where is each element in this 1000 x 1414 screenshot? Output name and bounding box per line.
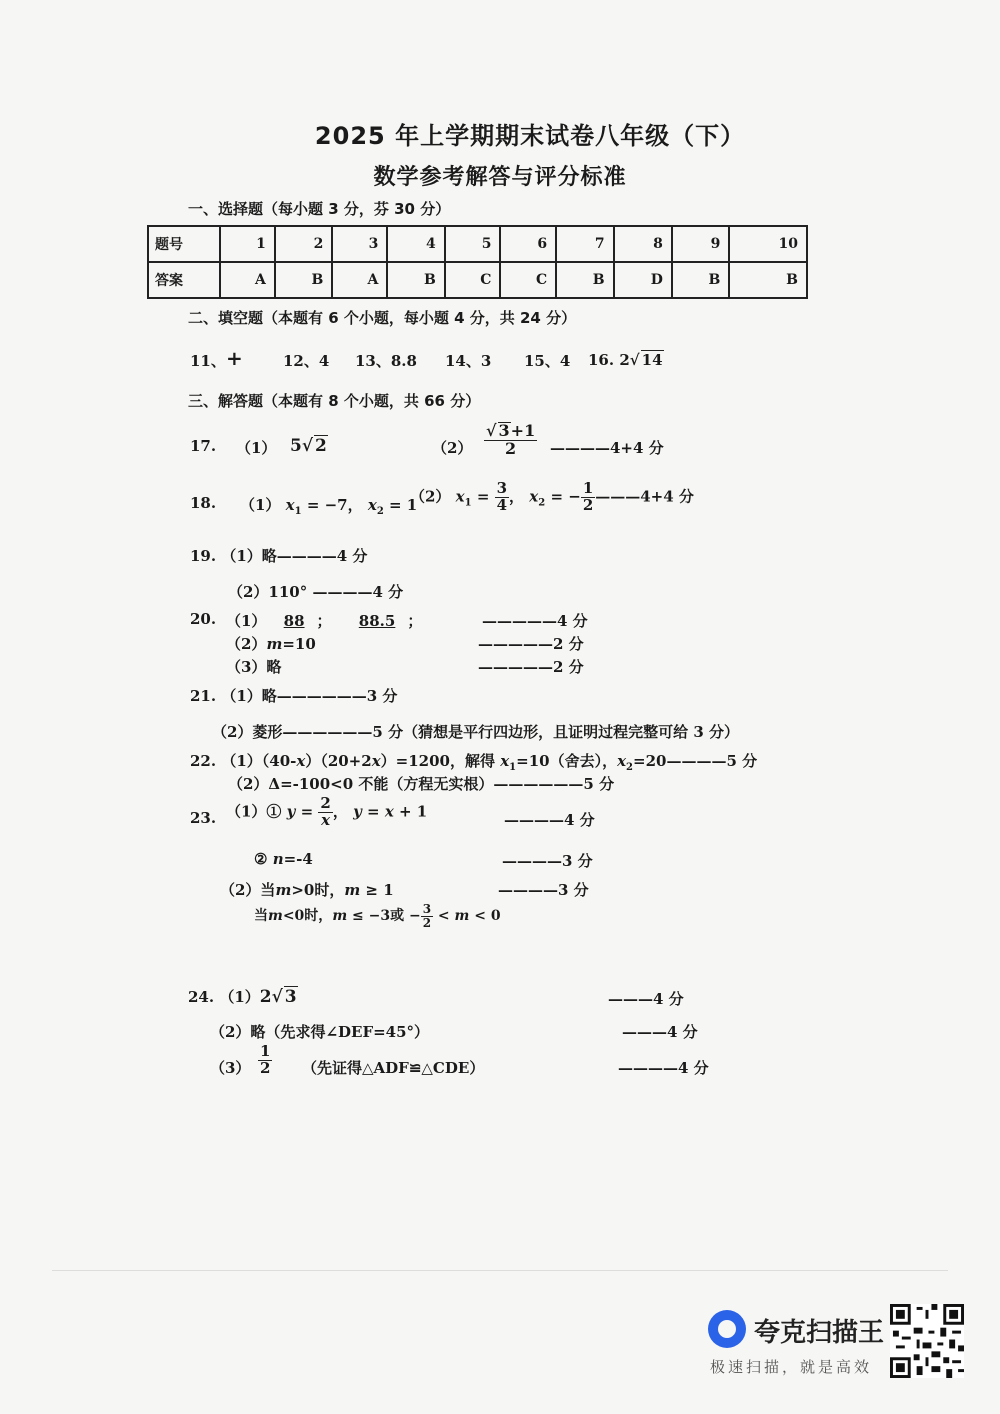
q23-line1 (226, 796, 427, 829)
q23-var: m (344, 881, 361, 899)
q16-answer: 16. 2√ 14 (588, 351, 663, 369)
q20-part1: （1） (226, 612, 267, 630)
q22-var: x (296, 752, 306, 770)
q24-line1: 24. （1）2√ 3 (188, 987, 297, 1007)
table-cell: C (445, 262, 501, 298)
qr-code-icon (890, 1304, 964, 1378)
q24-radicand: 3 (284, 987, 297, 1007)
q23-value: =-4 (283, 850, 313, 868)
q17-score: ————4+4 分 (550, 439, 664, 457)
q22-line2: （2）Δ=-100<0 不能（方程无实根）——————5 分 (228, 775, 615, 793)
table-cell: A (220, 262, 275, 298)
page-title: 2025 年上学期期末试卷八年级（下） (314, 122, 746, 150)
q17-answer2: $\frac{√ 3+1}{2}$ (486, 421, 536, 458)
q23-comma: ， (332, 802, 348, 821)
q23-line2 (254, 850, 313, 868)
q20-part2: （2） (226, 635, 267, 653)
q21-line1: 21. （1）略——————3 分 (190, 687, 398, 705)
q24-score3: ————4 分 (618, 1059, 709, 1077)
table-cell: B (729, 262, 807, 298)
q17-a1-radicand: 2 (315, 436, 327, 456)
q20-number: 20. (190, 610, 217, 628)
q20-value2: 88.5 (358, 612, 396, 630)
q17-a1-coef: 5 (290, 436, 302, 456)
q24-frac-num: 1 (260, 1042, 271, 1060)
q20-line2 (226, 633, 316, 654)
q23-score3: ————3 分 (498, 881, 589, 899)
table-cell: B (387, 262, 444, 298)
q22-text: ）=1200，解得 (380, 752, 501, 770)
q16-label: 16. (588, 351, 615, 369)
table-cell: B (672, 262, 729, 298)
q23-text: ≥ 1 (360, 881, 394, 899)
q24-part3: （3） (210, 1059, 251, 1077)
q18-sub: 2 (538, 497, 546, 509)
q18-number: 18. (190, 494, 217, 512)
q20-var: m (266, 635, 283, 653)
q18-comma: ， (509, 487, 525, 506)
q17-answer1: 5√ 2 (290, 436, 327, 456)
q24-line2: （2）略（先求得∠DEF=45°） (210, 1023, 430, 1041)
q23-text: < (433, 908, 455, 925)
q22-var: x (617, 752, 627, 770)
q22-text: =10（舍去）， (516, 752, 618, 770)
q17-a2-den: 2 (505, 438, 517, 458)
q23-eq: = (295, 802, 319, 821)
q17-number: 17. (190, 437, 217, 455)
table-cell: 8 (614, 226, 672, 262)
q20-value1: 88 (283, 612, 305, 630)
q20-sep: ； (316, 612, 332, 630)
q23-text: 当 (254, 908, 268, 925)
q15-answer: 15、4 (524, 352, 571, 370)
q23-var: x (384, 802, 394, 821)
q23-var: y (286, 802, 296, 821)
q22-sub: 1 (509, 762, 517, 773)
section1-heading: 一、选择题（每小题 3 分，芬 30 分） (188, 200, 451, 218)
table-cell: D (614, 262, 672, 298)
q22-line1 (190, 750, 757, 773)
q23-eq: = (361, 802, 385, 821)
page-subtitle: 数学参考解答与评分标准 (373, 165, 627, 190)
q20-line3: （3）略 (226, 658, 282, 676)
q23-var: n (272, 850, 284, 868)
table-cell: 5 (445, 226, 501, 262)
q23-var: m (275, 881, 292, 899)
q20-line1 (226, 610, 422, 631)
table-cell: B (556, 262, 613, 298)
q23-text: ≤ −3或 − (347, 908, 421, 925)
q24-frac-den: 2 (260, 1058, 271, 1077)
table-cell: 6 (500, 226, 556, 262)
q16-radicand: 14 (641, 351, 663, 369)
q22-var: x (371, 752, 381, 770)
q18-var: x (367, 496, 377, 514)
q18-var: x (529, 487, 539, 506)
q23-var: m (332, 908, 348, 925)
q18-part1: （1） (240, 496, 281, 514)
brand-slogan: 极速扫描，就是高效 (710, 1358, 873, 1376)
q20-score3: —————2 分 (478, 658, 584, 676)
q23-text: <0时， (282, 908, 333, 925)
q18-eq: = (471, 487, 495, 506)
table-cell: B (275, 262, 332, 298)
q23-score2: ————3 分 (502, 852, 593, 870)
q11-answer: + (226, 346, 243, 370)
brand-name: 夸克扫描王 (754, 1318, 885, 1348)
q21-line2: （2）菱形——————5 分（猜想是平行四边形，且证明过程完整可给 3 分） (212, 723, 739, 741)
q17-part1: （1） (236, 439, 277, 457)
q23-line4 (254, 903, 501, 929)
q22-var: x (500, 752, 510, 770)
q20-sep: ； (407, 612, 423, 630)
q24-score1: ———4 分 (608, 990, 684, 1008)
q23-var: m (454, 908, 470, 925)
q17-a2-plus: +1 (510, 421, 536, 440)
q23-text: + 1 (393, 802, 428, 821)
q23-number: 23. (190, 809, 217, 827)
section3-heading: 三、解答题（本题有 8 个小题，共 66 分） (188, 392, 481, 410)
q23-frac-num: 3 (422, 902, 432, 916)
q18-score: ———4+4 分 (595, 487, 694, 506)
q23-text: （2）当 (220, 881, 276, 899)
answer-table (147, 225, 808, 299)
table-row (148, 226, 807, 262)
table-cell: 9 (672, 226, 729, 262)
q23-frac-den: 2 (422, 915, 432, 930)
table-cell: 4 (387, 226, 444, 262)
q18-frac-num: 3 (496, 479, 508, 497)
q23-frac-num: 2 (320, 794, 331, 812)
q17-a2-radicand: 3 (498, 421, 510, 440)
q22-text: 22. （1）（40- (190, 752, 297, 770)
q20-score2: —————2 分 (478, 635, 584, 653)
q23-line3 (220, 879, 394, 900)
q12-answer: 12、4 (283, 352, 330, 370)
q20-score1: —————4 分 (482, 612, 588, 630)
table-header-cell: 答案 (148, 262, 220, 298)
table-cell: 7 (556, 226, 613, 262)
q18-sub: 1 (294, 506, 302, 517)
q19-line1: 19. （1）略————4 分 (190, 547, 368, 565)
q18-sub: 1 (464, 497, 472, 509)
q23-part1: （1）① (226, 802, 282, 821)
q24-note: （先证得△ADF≌△CDE） (302, 1059, 485, 1077)
q18-line2 (410, 481, 694, 514)
q23-var: m (268, 908, 283, 925)
table-cell: 3 (332, 226, 387, 262)
q19-line2: （2）110° ————4 分 (228, 583, 404, 601)
q11-label: 11、 (190, 352, 226, 370)
section2-heading: 二、填空题（本题有 6 个小题，每小题 4 分，共 24 分） (188, 309, 577, 327)
footer-divider (52, 1270, 948, 1271)
q18-eq: = − (545, 487, 581, 506)
q23-score1: ————4 分 (504, 811, 595, 829)
q18-frac-num: 1 (582, 479, 594, 497)
q17-part2: （2） (432, 439, 473, 457)
q18-sub: 2 (376, 506, 384, 517)
q18-line (240, 494, 417, 517)
q22-text: ）（20+2 (305, 752, 372, 770)
q14-answer: 14、3 (445, 352, 492, 370)
q18-part2: （2） (410, 487, 451, 506)
q18-val: = −7， (301, 496, 363, 514)
q16-coef: 2 (619, 351, 630, 369)
table-cell: 10 (729, 226, 807, 262)
table-cell: 2 (275, 226, 332, 262)
q24-label: 24. （1） (188, 988, 260, 1006)
q23-text: >0时， (291, 881, 345, 899)
q13-answer: 13、8.8 (355, 352, 417, 370)
q18-val: = 1 (383, 496, 418, 514)
q23-frac-den: x (321, 810, 331, 829)
table-cell: C (500, 262, 556, 298)
q20-value3: =10 (282, 635, 316, 653)
q18-frac-den: 2 (582, 495, 594, 514)
q23-text: < 0 (469, 908, 501, 925)
q23-var: y (353, 802, 362, 821)
q22-text: =20————5 分 (633, 752, 758, 770)
q24-fraction (258, 1044, 272, 1077)
q24-score2: ———4 分 (622, 1023, 698, 1041)
q22-sub: 2 (626, 762, 633, 773)
table-header-cell: 题号 (148, 226, 220, 262)
table-cell: 1 (220, 226, 275, 262)
q24-coef: 2 (259, 987, 272, 1007)
scanner-logo-icon (708, 1310, 746, 1348)
table-row (148, 262, 807, 298)
q18-var: x (455, 487, 465, 506)
q18-var: x (285, 496, 295, 514)
q23-circle2: ② (254, 850, 268, 868)
table-cell: A (332, 262, 387, 298)
q18-frac-den: 4 (496, 495, 508, 514)
